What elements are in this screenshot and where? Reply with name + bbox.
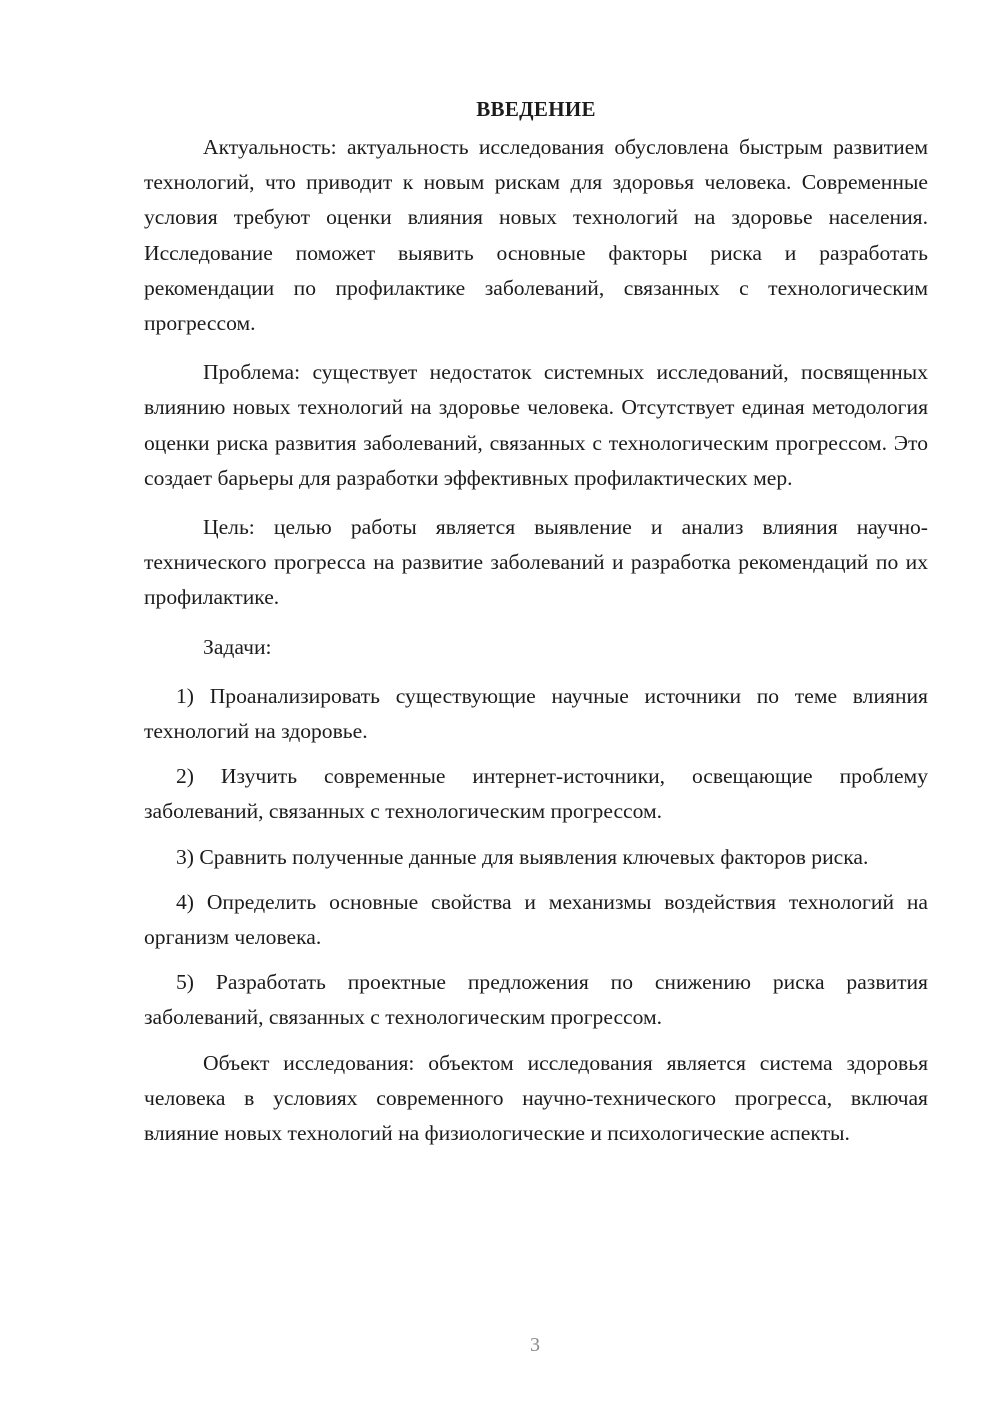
page-number: 3 [530,1334,540,1356]
task-item: 4) Определить основные свойства и механизмы воздействия технологий на организм человека. [144,889,928,950]
tasks-heading: Задачи: [203,634,272,659]
paragraph-goal: Цель: целью работы является выявление и анализ влияния научно-технического прогресса на развитие заболеваний и разработка рекомендаций по их профилактике. [144,515,928,610]
tasks-list [144,679,928,1036]
paragraph-object: Объект исследования: объектом исследования является система здоровья человека в условиях современного научно-технического прогресса, включая влияние новых технологий на физиологические и психологические аспекты. [144,1050,928,1146]
task-item: 2) Изучить современные интернет-источники, освещающие проблему заболеваний, связанных с технологическим прогрессом. [144,764,928,824]
paragraph-problem: Проблема: существует недостаток системных исследований, посвященных влиянию новых технологий на здоровье человека. Отсутствует единая методология оценки риска развития заболеваний, связанных с технологическим прогрессом. Это создает барьеры для разработки эффективных профилактических мер. [144,360,928,490]
task-item: 1) Проанализировать существующие научные источники по теме влияния технологий на здоровье. [144,683,928,744]
paragraph-relevance: Актуальность: актуальность исследования обусловлена быстрым развитием технологий, что приводит к новым рискам для здоровья человека. Современные условия требуют оценки влияния новых технологий на здоровье населения. Исследование поможет выявить основные факторы риска и разработать рекомендации по профилактике заболеваний, связанных с технологическим прогрессом. [144,135,928,336]
task-item: 3) Сравнить полученные данные для выявления ключевых факторов риска. [176,844,869,869]
page-title: ВВЕДЕНИЕ [476,97,596,121]
task-item: 5) Разработать проектные предложения по снижению риска развития заболеваний, связанных с технологическим прогрессом. [144,970,928,1030]
document-page [144,92,928,1165]
